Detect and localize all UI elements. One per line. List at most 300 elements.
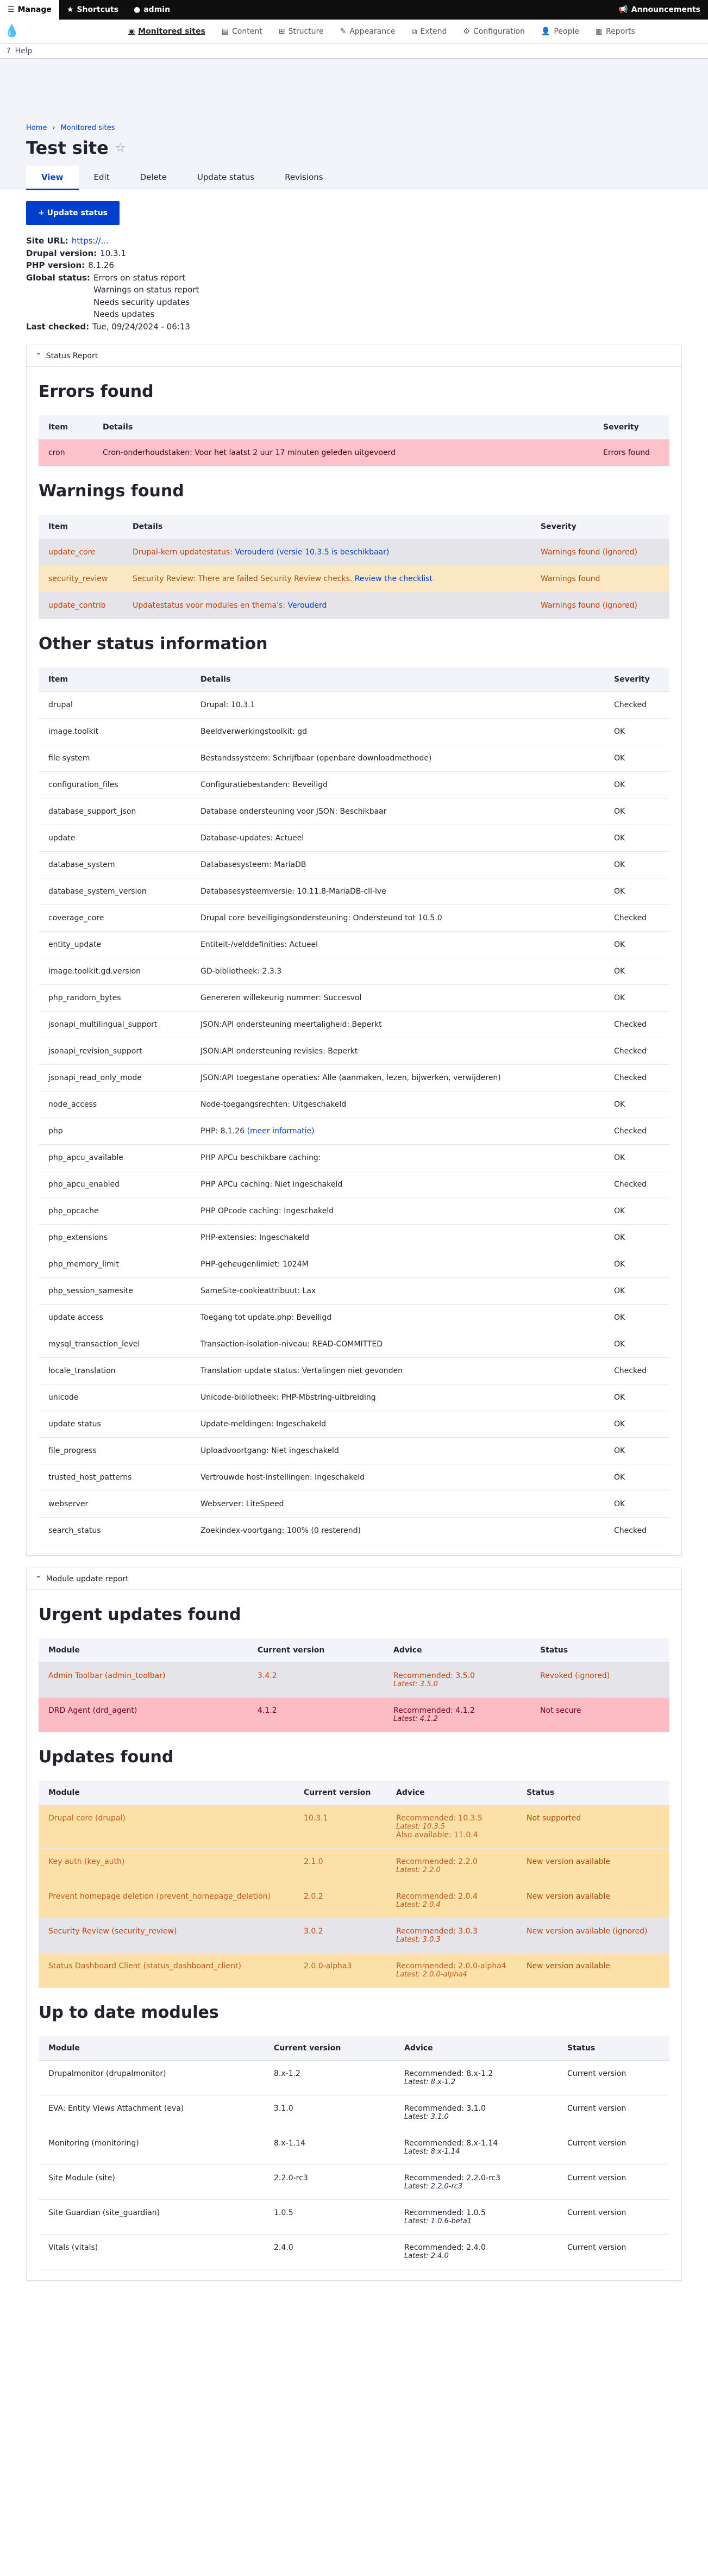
menu-item-label: Extend xyxy=(420,27,447,36)
cell-severity: OK xyxy=(604,958,669,985)
update-status-button[interactable]: + Update status xyxy=(26,201,120,225)
advice-recommended: Recommended: 10.3.5 xyxy=(396,1814,483,1823)
table-row xyxy=(39,985,669,1012)
menu-item-label: Configuration xyxy=(473,27,525,36)
cell-advice xyxy=(394,2061,557,2095)
cell-current-version: 2.4.0 xyxy=(264,2235,394,2269)
tab-update-status[interactable]: Update status xyxy=(197,172,255,182)
cell-severity: OK xyxy=(604,1225,669,1251)
chevron-up-icon: ⌃ xyxy=(35,1574,42,1583)
breadcrumb-separator: › xyxy=(52,124,55,132)
cell-details xyxy=(191,825,604,852)
announcements-button[interactable]: 📢 Announcements xyxy=(618,5,700,14)
cell-module: Drupalmonitor (drupalmonitor) xyxy=(39,2061,264,2095)
cell-severity: OK xyxy=(604,1251,669,1278)
advice-latest: Latest: 1.0.6-beta1 xyxy=(404,2217,472,2225)
other-status-table: Item Details Severity drupal Drupal: 10.3.1 Checked image.toolkit Beeldverwerkingstoolkit: gd OK file system Bestandssysteem: Schrijfbaar (openbare downloadmethode) OK configuration_files Configuratiebestanden: Beveiligd OK database_support_json Database ondersteuning voor JSON: Beschikbaar OK update Database-updates: Actueel OK database_system Databasesysteem: MariaDB OK database_system_version Databasesysteemversie: 10.11.8-MariaDB-cll-lve OK coverage_core Drupal core beveiligingsondersteuning: Ondersteund tot 10.5.0 Checked entity_update Entiteit-/velddefinities: Actueel OK image.toolkit.gd.version GD-bibliotheek: 2.3.3 OK php_random_bytes Genereren willekeurig nummer: Succesvol OK jsonapi_multilingual_support JSON:API ondersteuning meertaligheid: Beperkt Checked jsonapi_revision_support JSON:API ondersteuning revisies: Beperkt Checked jsonapi_read_only_mode JSON:API toegestane operaties: Alle (aanmaken, lezen, bijwerken, verwijderen) Checked node_access Node-toegangsrechten: Uitgeschakeld OK php PHP: 8.1.26 (meer informatie) Checked php_apcu_available PHP APCu beschikbare caching: OK php_apcu_enabled PHP APCu caching: Niet ingeschakeld Checked php_opcache PHP OPcode caching: Ingeschakeld OK php_extensions PHP-extensies: Ingeschakeld OK php_memory_limit PHP-geheugenlimiet: 1024M OK php_session_samesite SameSite-cookieattribuut: Lax OK update access Toegang tot update.php: Beveiligd OK mysql_transaction_level Transaction-isolation-niveau: READ-COMMITTED OK locale_translation Translation update status: Vertalingen niet gevonden Checked unicode Unicode-bibliotheek: PHP-Mbstring-uitbreiding OK update status Update-meldingen: Ingeschakeld OK file_progress Uploadvoortgang: Niet ingeschakeld OK trusted_host_patterns Vertrouwde host-instellingen: Ingeschakeld OK webserver Webserver: LiteSpeed OK search_status Zoekindex-voortgang: 100% (0 resterend) Checked xyxy=(39,668,669,1544)
advice-recommended: Recommended: 2.4.0 xyxy=(404,2243,486,2252)
cell-item: php_random_bytes xyxy=(39,985,191,1012)
cell-details xyxy=(191,985,604,1012)
cell-severity: OK xyxy=(604,1198,669,1225)
cell-item: webserver xyxy=(39,1491,191,1518)
cell-item: database_system xyxy=(39,852,191,878)
details-text: Database ondersteuning voor JSON: Beschikbaar xyxy=(201,807,387,816)
cell-status: Not supported xyxy=(517,1805,669,1849)
cell-details xyxy=(191,932,604,958)
cell-details xyxy=(191,1171,604,1198)
cell-details xyxy=(123,539,531,566)
cell-details xyxy=(191,692,604,719)
cell-status: New version available xyxy=(517,1883,669,1918)
cell-severity: Checked xyxy=(604,1012,669,1038)
details-text: Databasesysteemversie: 10.11.8-MariaDB-cll-lve xyxy=(201,887,386,896)
cell-details xyxy=(191,1278,604,1305)
chevron-up-icon: ⌃ xyxy=(35,351,42,360)
table-row xyxy=(39,1849,669,1883)
cell-current-version: 4.1.2 xyxy=(248,1698,384,1732)
extend-icon: ⧉ xyxy=(411,27,417,36)
cell-severity: OK xyxy=(604,772,669,799)
site-url-link[interactable]: https://... xyxy=(71,236,109,246)
breadcrumb xyxy=(26,124,682,132)
menu-item-appearance[interactable] xyxy=(334,24,402,39)
warnings-heading: Warnings found xyxy=(39,482,184,501)
advice-latest: Latest: 2.4.0 xyxy=(404,2252,449,2260)
content-icon: ▤ xyxy=(221,27,229,36)
cell-details xyxy=(191,1331,604,1358)
table-row xyxy=(39,905,669,932)
table-row xyxy=(39,1331,669,1358)
advice-latest: Latest: 2.2.0-rc3 xyxy=(404,2182,463,2191)
updates-table: Module Current version Advice Status Drupal core (drupal) 10.3.1 Recommended: 10.3.5 Latest: 10.3.5 Also available: 11.0.4 Not supported Key auth (key_auth) 2.1.0 Recommended: 2.2.0 Latest: 2.2.0 New version available Prevent homepage deletion (prevent_homepage_deletion) 2.0.2 Recommended: 2.0.4 Latest: 2.0.4 New version available Security Review (security_review) 3.0.2 Recommended: 3.0.3 Latest: 3.0.3 New version available (ignored) Status Dashboard Client (status_dashboard_client) 2.0.0-alpha3 Recommended: 2.0.0-alpha4 Latest: 2.0.0-alpha4 New version available xyxy=(39,1781,669,1988)
cell-severity: Checked xyxy=(604,1358,669,1384)
details-text: Drupal core beveiligingsondersteuning: Ondersteund tot 10.5.0 xyxy=(201,914,442,922)
cell-details xyxy=(191,1358,604,1384)
cell-current-version: 2.0.2 xyxy=(294,1883,386,1918)
cell-item: node_access xyxy=(39,1091,191,1118)
table-row xyxy=(39,2200,669,2235)
menu-item-reports[interactable] xyxy=(589,24,642,39)
advice-recommended: Recommended: 2.2.0 xyxy=(396,1857,478,1866)
advice-latest: Latest: 3.0.3 xyxy=(396,1936,441,1944)
cell-severity: OK xyxy=(604,878,669,905)
cell-severity: OK xyxy=(604,1145,669,1171)
cell-advice xyxy=(386,1918,517,1953)
cell-current-version: 8.x-1.14 xyxy=(264,2130,394,2165)
cell-severity: Errors found xyxy=(593,440,669,466)
cell-advice xyxy=(394,2095,557,2130)
table-row xyxy=(39,1065,669,1091)
details-text: Drupal: 10.3.1 xyxy=(201,701,255,709)
cell-item: php_session_samesite xyxy=(39,1278,191,1305)
table-row xyxy=(39,852,669,878)
table-row xyxy=(39,2235,669,2269)
table-row xyxy=(39,2165,669,2200)
cell-item: security_review xyxy=(39,566,123,592)
drupal-version: 10.3.1 xyxy=(100,248,126,258)
cell-module: Site Guardian (site_guardian) xyxy=(39,2200,264,2235)
cell-status: Current version xyxy=(557,2130,669,2165)
menu-item-people[interactable] xyxy=(535,24,586,39)
cell-status: New version available xyxy=(517,1849,669,1883)
admin-toolbar xyxy=(0,0,708,20)
cell-item: jsonapi_revision_support xyxy=(39,1038,191,1065)
status-report-details xyxy=(26,345,682,1556)
primary-tabs xyxy=(26,166,682,190)
cell-severity: Warnings found (ignored) xyxy=(531,592,669,619)
table-row xyxy=(39,1278,669,1305)
cell-details xyxy=(191,1012,604,1038)
details-text: PHP APCu beschikbare caching: xyxy=(201,1153,321,1162)
advice-latest: Latest: 3.1.0 xyxy=(404,2113,449,2121)
menu-item-configuration[interactable] xyxy=(456,24,531,39)
cell-advice xyxy=(384,1663,530,1698)
favorite-star-icon[interactable]: ☆ xyxy=(115,141,126,155)
cell-item: entity_update xyxy=(39,932,191,958)
details-text: Node-toegangsrechten: Uitgeschakeld xyxy=(201,1100,347,1109)
cell-module: DRD Agent (drd_agent) xyxy=(39,1698,248,1732)
advice-recommended: Recommended: 8.x-1.2 xyxy=(404,2069,493,2078)
cell-status: New version available (ignored) xyxy=(517,1918,669,1953)
cell-item: search_status xyxy=(39,1518,191,1544)
table-row xyxy=(39,825,669,852)
cell-status: Current version xyxy=(557,2235,669,2269)
details-text: GD-bibliotheek: 2.3.3 xyxy=(201,967,282,976)
cell-details xyxy=(191,1251,604,1278)
details-text: PHP-geheugenlimiet: 1024M xyxy=(201,1260,309,1269)
cell-module: Status Dashboard Client (status_dashboard_client) xyxy=(39,1953,294,1988)
details-text: Database-updates: Actueel xyxy=(201,834,304,843)
advice-latest: Latest: 3.5.0 xyxy=(393,1680,438,1688)
tab-view[interactable]: View xyxy=(26,166,79,190)
cell-item: php xyxy=(39,1118,191,1145)
cell-details xyxy=(191,772,604,799)
page-title: Test site ☆ xyxy=(26,138,126,158)
table-row xyxy=(39,958,669,985)
cell-severity: OK xyxy=(604,799,669,825)
manage-button[interactable]: ☰ Manage xyxy=(0,0,59,20)
cell-status: Not secure xyxy=(530,1698,669,1732)
details-text: Uploadvoortgang: Niet ingeschakeld xyxy=(201,1446,339,1455)
cell-details xyxy=(191,745,604,772)
cell-item: coverage_core xyxy=(39,905,191,932)
cell-severity: Checked xyxy=(604,1038,669,1065)
admin-menu xyxy=(122,24,642,39)
table-row xyxy=(39,440,669,466)
cell-item: php_apcu_enabled xyxy=(39,1171,191,1198)
cell-item: file_progress xyxy=(39,1438,191,1464)
main-content xyxy=(0,189,708,2281)
cell-severity: OK xyxy=(604,1278,669,1305)
cell-current-version: 3.0.2 xyxy=(294,1918,386,1953)
cell-severity: Checked xyxy=(604,905,669,932)
cell-severity: OK xyxy=(604,1464,669,1491)
cell-severity: Checked xyxy=(604,692,669,719)
details-link[interactable]: Review the checklist xyxy=(354,575,433,583)
menu-item-structure[interactable] xyxy=(272,24,330,39)
user-button[interactable]: ● admin xyxy=(134,5,171,14)
table-row xyxy=(39,1411,669,1438)
drupal-logo-icon[interactable]: 💧 xyxy=(4,24,20,38)
cell-details xyxy=(191,1038,604,1065)
menu-item-label: Appearance xyxy=(349,27,396,36)
cell-severity: Checked xyxy=(604,1118,669,1145)
details-text: Vertrouwde host-instellingen: Ingeschakeld xyxy=(201,1473,365,1482)
advice-latest: Latest: 8.x-1.2 xyxy=(404,2078,456,2086)
shortcuts-button[interactable]: ★ Shortcuts xyxy=(66,5,118,14)
cell-item: locale_translation xyxy=(39,1358,191,1384)
details-text: PHP: 8.1.26 xyxy=(201,1127,247,1136)
details-text: JSON:API ondersteuning revisies: Beperkt xyxy=(201,1047,358,1056)
table-row xyxy=(39,1438,669,1464)
cell-details xyxy=(191,958,604,985)
table-row xyxy=(39,1883,669,1918)
table-row xyxy=(39,1698,669,1732)
table-row xyxy=(39,1384,669,1411)
cell-details: Cron-onderhoudstaken: Voor het laatst 2 uur 17 minuten geleden uitgevoerd xyxy=(93,440,593,466)
menu-item-monitored-sites[interactable] xyxy=(122,24,212,39)
cell-module: Security Review (security_review) xyxy=(39,1918,294,1953)
details-text: Unicode-bibliotheek: PHP-Mbstring-uitbreiding xyxy=(201,1393,376,1402)
cell-details xyxy=(191,1145,604,1171)
cell-advice xyxy=(394,2200,557,2235)
cell-details xyxy=(191,1464,604,1491)
table-row xyxy=(39,1918,669,1953)
cell-item: configuration_files xyxy=(39,772,191,799)
details-text: PHP-extensies: Ingeschakeld xyxy=(201,1233,309,1242)
menu-item-label: Structure xyxy=(288,27,324,36)
user-icon: ● xyxy=(134,5,141,14)
last-checked: Tue, 09/24/2024 - 06:13 xyxy=(92,321,190,332)
advice-recommended: Recommended: 3.1.0 xyxy=(404,2104,486,2113)
cell-details xyxy=(123,566,531,592)
cell-details xyxy=(191,1384,604,1411)
configuration-icon: ⚙ xyxy=(463,27,470,36)
cell-details xyxy=(191,799,604,825)
help-link[interactable]: ? Help xyxy=(0,43,708,59)
status-report-toggle[interactable]: ⌃ Status Report xyxy=(27,345,681,367)
table-row xyxy=(39,539,669,566)
cell-module: Prevent homepage deletion (prevent_homepage_deletion) xyxy=(39,1883,294,1918)
table-row xyxy=(39,1953,669,1988)
cell-current-version: 8.x-1.2 xyxy=(264,2061,394,2095)
advice-latest: Latest: 2.0.0-alpha4 xyxy=(396,1970,467,1979)
advice-recommended: Recommended: 4.1.2 xyxy=(393,1706,475,1715)
advice-recommended: Recommended: 1.0.5 xyxy=(404,2209,486,2217)
cell-item: jsonapi_read_only_mode xyxy=(39,1065,191,1091)
cell-module: EVA: Entity Views Attachment (eva) xyxy=(39,2095,264,2130)
details-text: JSON:API ondersteuning meertaligheid: Beperkt xyxy=(201,1020,382,1029)
table-row xyxy=(39,1805,669,1849)
details-text: Toegang tot update.php: Beveiligd xyxy=(201,1313,332,1322)
cell-item: update_contrib xyxy=(39,592,123,619)
cell-module: Site Module (site) xyxy=(39,2165,264,2200)
table-row xyxy=(39,1225,669,1251)
page-header xyxy=(0,59,708,189)
cell-item: image.toolkit.gd.version xyxy=(39,958,191,985)
cell-severity: OK xyxy=(604,1438,669,1464)
cell-details xyxy=(191,1438,604,1464)
table-row xyxy=(39,1518,669,1544)
details-text: Zoekindex-voortgang: 100% (0 resterend) xyxy=(201,1526,361,1535)
cell-item: database_system_version xyxy=(39,878,191,905)
uptodate-heading: Up to date modules xyxy=(39,2003,219,2022)
cell-details xyxy=(191,719,604,745)
cell-severity: Checked xyxy=(604,1171,669,1198)
cell-item: unicode xyxy=(39,1384,191,1411)
table-row xyxy=(39,2061,669,2095)
breadcrumb-home[interactable]: Home xyxy=(26,124,47,132)
cell-current-version: 3.4.2 xyxy=(248,1663,384,1698)
cell-item: cron xyxy=(39,440,93,466)
structure-icon: ⊞ xyxy=(278,27,285,36)
cell-item: php_extensions xyxy=(39,1225,191,1251)
table-row xyxy=(39,1358,669,1384)
cell-status: Current version xyxy=(557,2200,669,2235)
table-row xyxy=(39,1491,669,1518)
menu-item-label: Reports xyxy=(606,27,635,36)
cell-module: Drupal core (drupal) xyxy=(39,1805,294,1849)
cell-severity: OK xyxy=(604,1331,669,1358)
table-row xyxy=(39,2095,669,2130)
cell-item: update access xyxy=(39,1305,191,1331)
cell-details xyxy=(191,1065,604,1091)
cell-details xyxy=(123,592,531,619)
cell-advice xyxy=(386,1953,517,1988)
cell-current-version: 3.1.0 xyxy=(264,2095,394,2130)
errors-table: Item Details Severity cron Cron-onderhoudstaken: Voor het laatst 2 uur 17 minuten geleden uitgevoerd Errors found xyxy=(39,415,669,466)
toolbar-tray xyxy=(0,20,708,43)
menu-icon: ☰ xyxy=(8,5,15,14)
details-text: Databasesysteem: MariaDB xyxy=(201,860,306,869)
details-text: JSON:API toegestane operaties: Alle (aanmaken, lezen, bijwerken, verwijderen) xyxy=(201,1074,501,1082)
cell-details xyxy=(191,1198,604,1225)
table-row xyxy=(39,1118,669,1145)
people-icon: 👤 xyxy=(541,27,551,36)
menu-item-extend[interactable] xyxy=(405,24,453,39)
cell-item: drupal xyxy=(39,692,191,719)
advice-recommended: Recommended: 2.0.0-alpha4 xyxy=(396,1962,506,1970)
urgent-table: Module Current version Advice Status Admin Toolbar (admin_toolbar) 3.4.2 Recommended: 3.5.0 Latest: 3.5.0 Revoked (ignored) DRD Agent (drd_agent) 4.1.2 Recommended: 4.1.2 Latest: 4.1.2 Not secure xyxy=(39,1638,669,1732)
cell-severity: OK xyxy=(604,825,669,852)
cell-details xyxy=(191,1305,604,1331)
cell-details xyxy=(191,1491,604,1518)
details-text: Beeldverwerkingstoolkit: gd xyxy=(201,727,308,736)
cell-details xyxy=(191,852,604,878)
advice-recommended: Recommended: 3.5.0 xyxy=(393,1671,475,1680)
tab-edit[interactable]: Edit xyxy=(93,172,110,182)
table-row xyxy=(39,1171,669,1198)
cell-advice xyxy=(386,1805,517,1849)
details-link[interactable]: (meer informatie) xyxy=(247,1127,315,1136)
table-row xyxy=(39,745,669,772)
cell-advice xyxy=(394,2165,557,2200)
cell-status: Current version xyxy=(557,2095,669,2130)
table-row xyxy=(39,1038,669,1065)
details-text: Updatestatus voor modules en thema's: xyxy=(133,601,288,610)
details-text: SameSite-cookieattribuut: Lax xyxy=(201,1287,316,1295)
details-text: Webserver: LiteSpeed xyxy=(201,1500,284,1508)
cell-severity: OK xyxy=(604,719,669,745)
details-text: PHP OPcode caching: Ingeschakeld xyxy=(201,1207,334,1215)
table-row xyxy=(39,2130,669,2165)
cell-details xyxy=(191,1225,604,1251)
table-row xyxy=(39,719,669,745)
site-meta: Site URL: https://... Drupal version: 10.3.1 PHP version: 8.1.26 Global status: Errors on status report Warnings on status report Needs security updates Needs updates Last checked: Tue, 09/24/2024 - 06:13 xyxy=(26,235,682,333)
details-text: Transaction-isolation-niveau: READ-COMMITTED xyxy=(201,1340,383,1349)
cell-item: php_apcu_available xyxy=(39,1145,191,1171)
cell-details xyxy=(191,1091,604,1118)
details-text: PHP APCu caching: Niet ingeschakeld xyxy=(201,1180,343,1189)
advice-latest: Latest: 2.2.0 xyxy=(396,1866,441,1874)
cell-status: Revoked (ignored) xyxy=(530,1663,669,1698)
table-row xyxy=(39,772,669,799)
advice-latest: Latest: 2.0.4 xyxy=(396,1901,441,1909)
details-text: Bestandssysteem: Schrijfbaar (openbare downloadmethode) xyxy=(201,754,432,763)
cell-item: database_support_json xyxy=(39,799,191,825)
cell-severity: OK xyxy=(604,852,669,878)
urgent-heading: Urgent updates found xyxy=(39,1605,241,1624)
cell-module: Monitoring (monitoring) xyxy=(39,2130,264,2165)
breadcrumb-monitored-sites[interactable]: Monitored sites xyxy=(60,124,115,132)
cell-severity: Warnings found xyxy=(531,566,669,592)
details-text: Translation update status: Vertalingen niet gevonden xyxy=(201,1367,403,1375)
details-link[interactable]: Verouderd xyxy=(287,601,327,610)
table-row xyxy=(39,1305,669,1331)
details-link[interactable]: Verouderd (versie 10.3.5 is beschikbaar) xyxy=(235,548,390,557)
advice-recommended: Recommended: 3.0.3 xyxy=(396,1927,478,1936)
tab-revisions[interactable]: Revisions xyxy=(285,172,323,182)
menu-item-content[interactable] xyxy=(215,24,269,39)
cell-details xyxy=(191,1118,604,1145)
cell-item: php_opcache xyxy=(39,1198,191,1225)
cell-module: Key auth (key_auth) xyxy=(39,1849,294,1883)
cell-item: php_memory_limit xyxy=(39,1251,191,1278)
cell-details xyxy=(191,905,604,932)
advice-latest: Latest: 10.3.5 xyxy=(396,1823,446,1831)
cell-details xyxy=(191,878,604,905)
table-row xyxy=(39,1145,669,1171)
cell-severity: OK xyxy=(604,1411,669,1438)
table-row xyxy=(39,566,669,592)
table-row xyxy=(39,1663,669,1698)
warnings-table: Item Details Severity update_core Drupal-kern updatestatus: Verouderd (versie 10.3.5 is beschikbaar) Warnings found (ignored) security_review Security Review: There are failed Security Review checks. Review the checklist Warnings found update_contrib Updatestatus voor modules en thema's: Verouderd Warnings found (ignored) xyxy=(39,515,669,619)
module-report-toggle[interactable]: ⌃ Module update report xyxy=(27,1568,681,1590)
reports-icon: ▥ xyxy=(595,27,603,36)
cell-current-version: 2.2.0-rc3 xyxy=(264,2165,394,2200)
cell-status: New version available xyxy=(517,1953,669,1988)
cell-item: trusted_host_patterns xyxy=(39,1464,191,1491)
table-row xyxy=(39,592,669,619)
details-text: Entiteit-/velddefinities: Actueel xyxy=(201,940,318,949)
cell-advice xyxy=(386,1849,517,1883)
announcement-icon: 📢 xyxy=(618,5,628,14)
cell-status: Current version xyxy=(557,2165,669,2200)
table-row xyxy=(39,799,669,825)
cell-advice xyxy=(384,1698,530,1732)
updates-heading: Updates found xyxy=(39,1748,174,1767)
errors-heading: Errors found xyxy=(39,382,154,401)
tab-delete[interactable]: Delete xyxy=(140,172,167,182)
cell-advice xyxy=(394,2235,557,2269)
other-status-heading: Other status information xyxy=(39,634,268,653)
star-icon: ★ xyxy=(66,5,74,14)
cell-severity: OK xyxy=(604,932,669,958)
menu-item-label: Content xyxy=(232,27,262,36)
cell-severity: Checked xyxy=(604,1518,669,1544)
cell-item: update_core xyxy=(39,539,123,566)
advice-recommended: Recommended: 8.x-1.14 xyxy=(404,2139,498,2148)
